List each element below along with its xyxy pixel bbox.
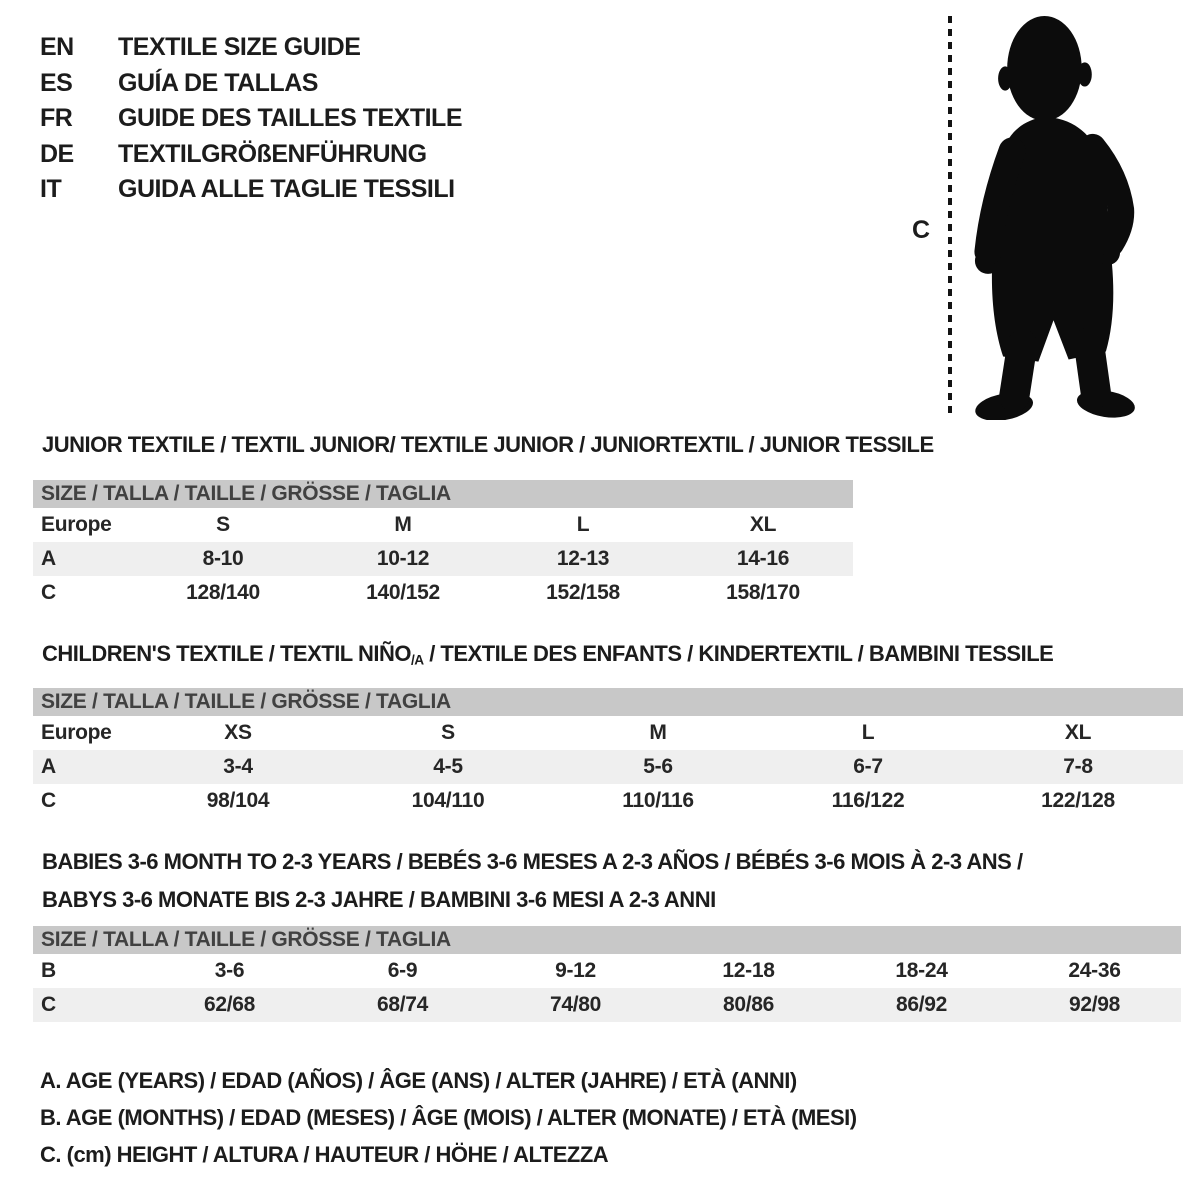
children-section-heading bbox=[42, 641, 1053, 667]
table-cell: 9-12 bbox=[555, 959, 596, 982]
row-label: B bbox=[41, 959, 56, 982]
table-cell: 98/104 bbox=[206, 789, 270, 812]
column-header: M bbox=[394, 513, 412, 536]
column-header: S bbox=[216, 513, 230, 536]
table-cell: 86/92 bbox=[895, 993, 948, 1016]
table-cell: 158/170 bbox=[726, 581, 800, 604]
babies-size-bar: SIZE / TALLA / TAILLE / GRÖSSE / TAGLIA bbox=[33, 926, 1181, 954]
table-cell: 116/122 bbox=[831, 789, 905, 812]
lang-row-es bbox=[40, 66, 462, 102]
table-cell: 110/116 bbox=[622, 789, 694, 812]
table-cell: 3-6 bbox=[214, 959, 245, 982]
lang-title: GUIDA ALLE TAGLIE TESSILI bbox=[118, 175, 455, 204]
babies-heading-line1: BABIES 3-6 MONTH TO 2-3 YEARS / BEBÉS 3-6 MESES A 2-3 AÑOS / BÉBÉS 3-6 MOIS À 2-3 ANS / bbox=[42, 849, 1023, 874]
toddler-silhouette-icon bbox=[962, 12, 1142, 420]
table-cell: 152/158 bbox=[546, 581, 620, 604]
lang-code: ES bbox=[40, 68, 73, 97]
table-cell: 74/80 bbox=[549, 993, 602, 1016]
children-heading-prefix: CHILDREN'S TEXTILE / TEXTIL NIÑO bbox=[42, 641, 411, 666]
lang-title: GUÍA DE TALLAS bbox=[118, 68, 318, 97]
legend-line-a: A. AGE (YEARS) / EDAD (AÑOS) / ÂGE (ANS) / ALTER (JAHRE) / ETÀ (ANNI) bbox=[40, 1068, 797, 1093]
children-size-bar: SIZE / TALLA / TAILLE / GRÖSSE / TAGLIA bbox=[33, 688, 1183, 716]
column-header: Europe bbox=[41, 721, 112, 744]
table-cell: 80/86 bbox=[722, 993, 775, 1016]
table-cell: 14-16 bbox=[736, 547, 790, 570]
table-cell: 4-5 bbox=[433, 755, 463, 778]
babies-row-c bbox=[33, 988, 1181, 1022]
junior-row-c bbox=[33, 576, 853, 610]
junior-row-a bbox=[33, 542, 853, 576]
row-label: C bbox=[41, 581, 56, 604]
table-cell: 128/140 bbox=[186, 581, 260, 604]
lang-code: IT bbox=[40, 175, 62, 204]
lang-row-en bbox=[40, 30, 462, 66]
babies-row-b bbox=[33, 954, 1181, 988]
measurement-legend bbox=[40, 1062, 857, 1173]
table-cell: 24-36 bbox=[1068, 959, 1121, 982]
table-cell: 62/68 bbox=[203, 993, 256, 1016]
table-cell: 140/152 bbox=[366, 581, 440, 604]
table-cell: 68/74 bbox=[376, 993, 429, 1016]
babies-heading-line2: BABYS 3-6 MONATE BIS 2-3 JAHRE / BAMBINI 3-6 MESI A 2-3 ANNI bbox=[42, 887, 716, 912]
children-heading-suffix: / TEXTILE DES ENFANTS / KINDERTEXTIL / BAMBINI TESSILE bbox=[423, 641, 1054, 666]
column-header: L bbox=[861, 721, 875, 744]
legend-line-b: B. AGE (MONTHS) / EDAD (MESES) / ÂGE (MOIS) / ALTER (MONATE) / ETÀ (MESI) bbox=[40, 1105, 857, 1130]
lang-row-it bbox=[40, 172, 462, 208]
column-header: L bbox=[576, 513, 590, 536]
column-header: S bbox=[441, 721, 455, 744]
height-measure-label: C bbox=[912, 216, 931, 244]
lang-code: EN bbox=[40, 33, 74, 62]
lang-title: TEXTILE SIZE GUIDE bbox=[118, 33, 361, 62]
lang-title: TEXTILGRÖßENFÜHRUNG bbox=[118, 139, 427, 168]
table-cell: 5-6 bbox=[643, 755, 673, 778]
column-header: M bbox=[649, 721, 667, 744]
children-row-c bbox=[33, 784, 1183, 818]
row-label: C bbox=[41, 789, 56, 812]
column-header: Europe bbox=[41, 513, 112, 536]
column-header: XL bbox=[1064, 721, 1092, 744]
table-cell: 92/98 bbox=[1068, 993, 1121, 1016]
table-cell: 6-9 bbox=[387, 959, 418, 982]
table-cell: 8-10 bbox=[202, 547, 244, 570]
lang-title: GUIDE DES TAILLES TEXTILE bbox=[118, 104, 463, 133]
column-header: XS bbox=[224, 721, 252, 744]
table-cell: 12-13 bbox=[556, 547, 610, 570]
row-label: A bbox=[41, 755, 56, 778]
height-measure-line bbox=[948, 16, 952, 416]
lang-code: DE bbox=[40, 139, 74, 168]
table-cell: 18-24 bbox=[895, 959, 948, 982]
junior-size-bar: SIZE / TALLA / TAILLE / GRÖSSE / TAGLIA bbox=[33, 480, 853, 508]
table-cell: 6-7 bbox=[853, 755, 883, 778]
junior-columns-row bbox=[33, 508, 853, 542]
table-cell: 3-4 bbox=[223, 755, 253, 778]
column-header: XL bbox=[749, 513, 777, 536]
children-heading-sub: /A bbox=[410, 652, 424, 668]
junior-section-heading: JUNIOR TEXTILE / TEXTIL JUNIOR/ TEXTILE JUNIOR / JUNIORTEXTIL / JUNIOR TESSILE bbox=[42, 432, 934, 457]
table-cell: 7-8 bbox=[1063, 755, 1093, 778]
table-cell: 12-18 bbox=[722, 959, 775, 982]
table-cell: 104/110 bbox=[411, 789, 485, 812]
table-cell: 10-12 bbox=[376, 547, 430, 570]
table-cell: 122/128 bbox=[1041, 789, 1115, 812]
lang-row-de bbox=[40, 137, 462, 173]
row-label: A bbox=[41, 547, 56, 570]
lang-row-fr bbox=[40, 101, 462, 137]
legend-line-c: C. (cm) HEIGHT / ALTURA / HAUTEUR / HÖHE / ALTEZZA bbox=[40, 1142, 609, 1167]
junior-size-table bbox=[33, 480, 853, 610]
babies-size-table bbox=[33, 926, 1181, 1022]
row-label: C bbox=[41, 993, 56, 1016]
lang-code: FR bbox=[40, 104, 73, 133]
children-size-table bbox=[33, 688, 1183, 818]
children-columns-row bbox=[33, 716, 1183, 750]
language-title-list bbox=[40, 30, 462, 208]
babies-section-heading bbox=[42, 843, 1023, 919]
children-row-a bbox=[33, 750, 1183, 784]
